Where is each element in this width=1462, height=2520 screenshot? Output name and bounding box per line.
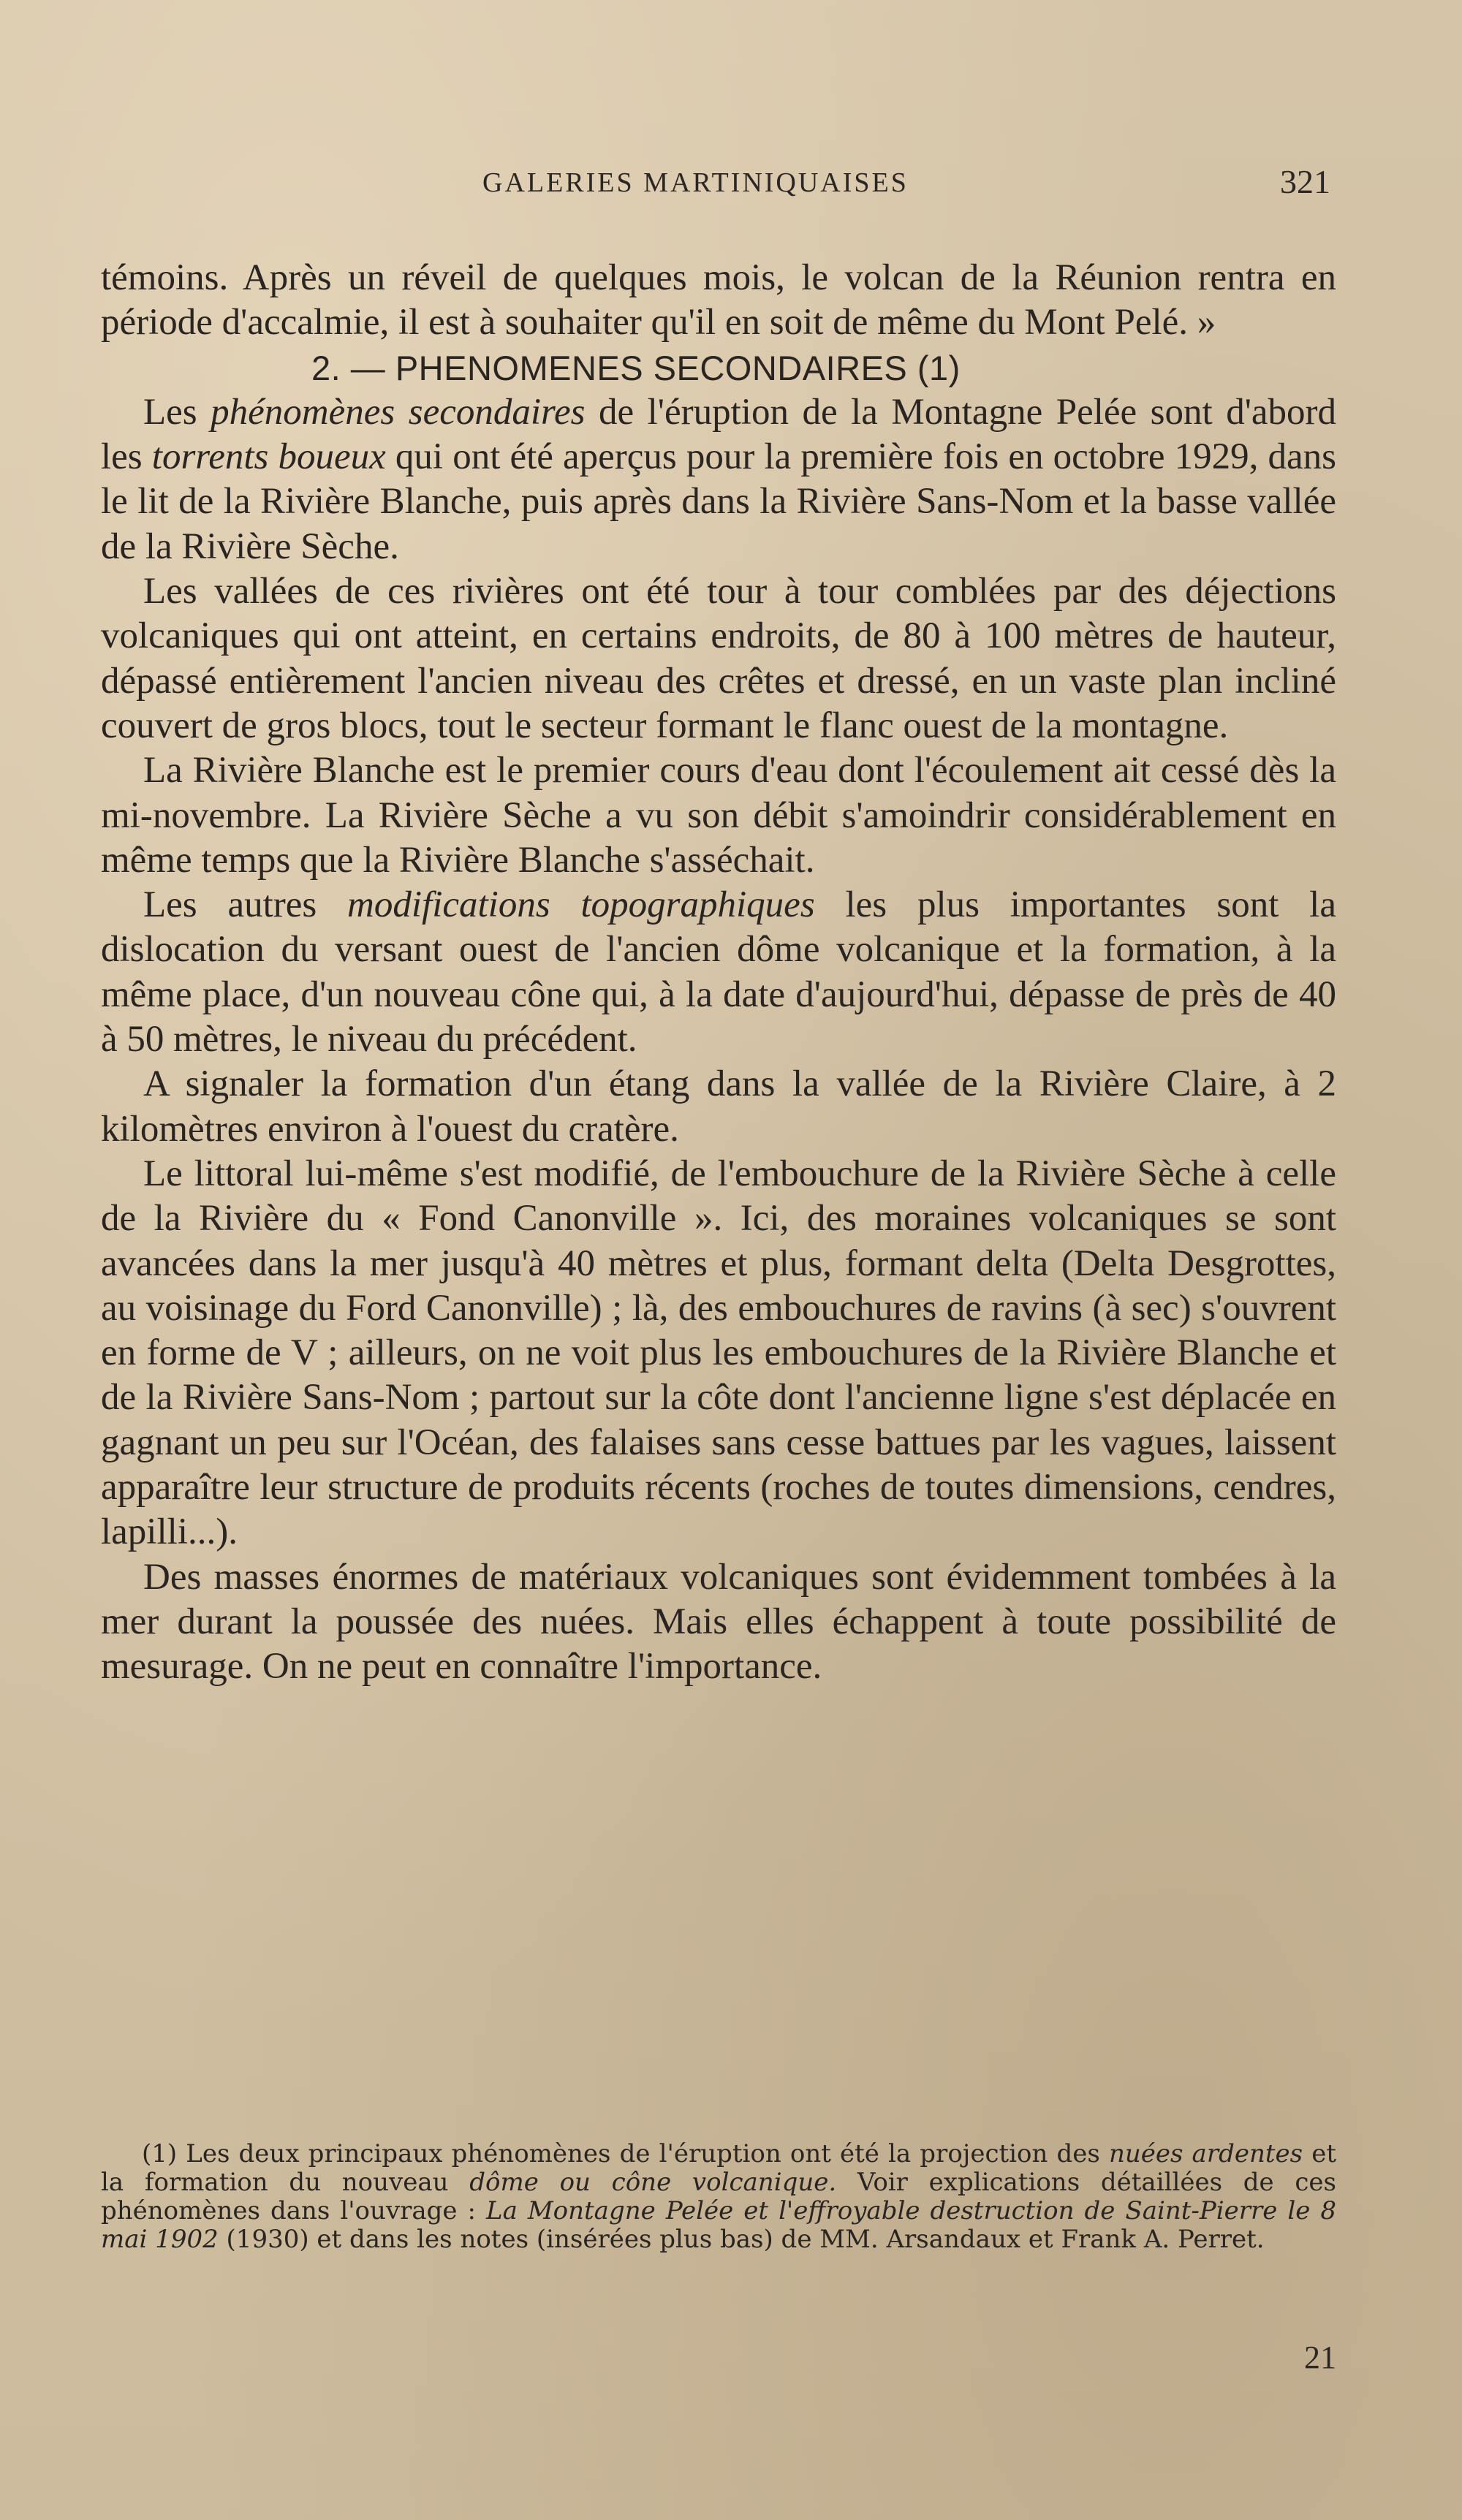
paragraph-1: témoins. Après un réveil de quelques mois, le volcan de la Réunion rentra en période d'accalmie, il est à souhaiter qu'il en soit de même du Mont Pelé. »	[101, 257, 1336, 344]
p5-italic-modifications: modifications topographiques	[347, 884, 815, 926]
running-title: GALERIES MARTINIQUAISES	[482, 167, 909, 198]
fn-italic-dome: dôme ou cône volcanique.	[469, 2168, 837, 2197]
p5-text-c: les plus importantes sont la dislocation du versant ouest de l'ancien dôme volcanique et la formation, à la même place, d'un nouveau cône qui, à la date d'aujourd'hui, dépasse de près de 40 à 50 mètres, le niveau du précédent.	[101, 884, 1336, 1060]
paragraph-5	[101, 883, 1336, 1062]
section-heading: 2. — PHENOMENES SECONDAIRES (1)	[311, 348, 961, 387]
running-head	[102, 163, 1330, 210]
fn-text-e: Voir explications détaillées de ces phénomènes dans l'ouvrage :	[101, 2168, 1336, 2225]
body-text	[101, 256, 1336, 1690]
p2-text-a: Les	[143, 391, 211, 433]
fn-text-g: (1930) et dans les notes (insérées plus bas) de MM. Arsandaux et Frank A. Perret.	[218, 2225, 1265, 2254]
page-number: 321	[1280, 163, 1330, 200]
p2-italic-phenomenes: phénomènes secondaires	[211, 391, 586, 433]
fn-italic-nuees: nuées ardentes	[1108, 2139, 1303, 2168]
p2-italic-torrents: torrents boueux	[151, 436, 386, 478]
p2-text-e: qui ont été aperçus pour la première fois en octobre 1929, dans le lit de la Rivière Blanche, puis après dans la Rivière Sans-Nom et la basse vallée de la Rivière Sèche.	[101, 436, 1336, 567]
paragraph-6: A signaler la formation d'un étang dans la vallée de la Rivière Claire, à 2 kilomètres environ à l'ouest du cratère.	[101, 1063, 1336, 1150]
footnote	[101, 2140, 1336, 2254]
paragraph-7: Le littoral lui-même s'est modifié, de l'embouchure de la Rivière Sèche à celle de la Rivière du « Fond Canonville ». Ici, des moraines volcaniques se sont avancées dans la mer jusqu'à 40 mètres et plus, formant delta (Delta Desgrottes, au voisinage du Ford Canonville) ; là, des embouchures de ravins (à sec) s'ouvrent en forme de V ; ailleurs, on ne voit plus les embouchures de la Rivière Blanche et de la Rivière Sans-Nom ; partout sur la côte dont l'ancienne ligne s'est déplacée en gagnant un peu sur l'Océan, des falaises sans cesse battues par les vagues, laissent apparaître leur structure de produits récents (roches de toutes dimensions, cendres, lapilli...).	[101, 1153, 1336, 1553]
paragraph-4: La Rivière Blanche est le premier cours d'eau dont l'écoulement ait cessé dès la mi-novembre. La Rivière Sèche a vu son débit s'amoindrir considérablement en même temps que la Rivière Blanche s'asséchait.	[101, 750, 1336, 881]
footnote-text	[101, 2140, 1336, 2254]
paragraph-3: Les vallées de ces rivières ont été tour à tour comblées par des déjections volcaniques qui ont atteint, en certains endroits, de 80 à 100 mètres de hauteur, dépassé entièrement l'ancien niveau des crêtes et dressé, en un vaste plan incliné couvert de gros blocs, tout le secteur formant le flanc ouest de la montagne.	[101, 571, 1336, 746]
signature-mark: 21	[1304, 2339, 1336, 2375]
p2-text-c: de l'éruption de la Montagne Pelée sont d'abord les	[101, 391, 1336, 478]
paragraph-2	[101, 390, 1336, 569]
fn-text-c: et la formation du nouveau	[101, 2139, 1336, 2197]
paragraph-8: Des masses énormes de matériaux volcaniques sont évidemment tombées à la mer durant la poussée des nuées. Mais elles échappent à toute possibilité de mesurage. On ne peut en connaître l'importance.	[101, 1556, 1336, 1688]
p5-text-a: Les autres	[143, 884, 348, 926]
fn-text-a: (1) Les deux principaux phénomènes de l'éruption ont été la projection des	[142, 2139, 1109, 2168]
fn-italic-book-title: La Montagne Pelée et l'effroyable destruction de Saint-Pierre le 8 mai 1902	[101, 2196, 1336, 2254]
